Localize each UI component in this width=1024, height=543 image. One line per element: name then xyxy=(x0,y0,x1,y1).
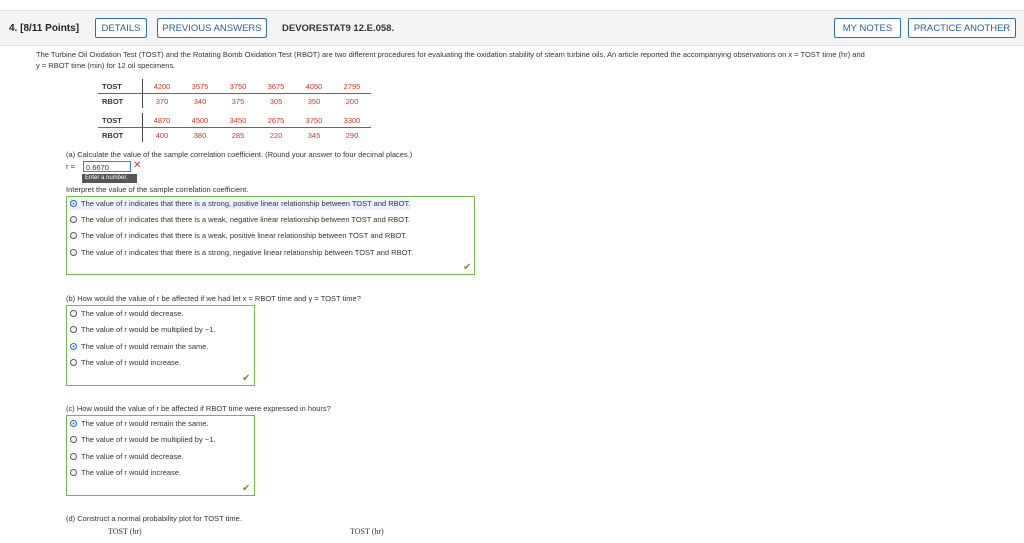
radio-icon[interactable] xyxy=(70,249,77,256)
r-label: r = xyxy=(66,162,75,171)
table-cell: 380 xyxy=(193,130,207,140)
interpret-prompt: Interpret the value of the sample correlation coefficient. xyxy=(66,185,249,194)
row-label-rbot: RBOT xyxy=(98,128,143,143)
table-cell: 290 xyxy=(345,130,359,140)
table-cell: 375 xyxy=(231,96,245,106)
radio-option[interactable]: The value of r indicates that there is a strong, positive linear relationship between TOST and RBOT. xyxy=(70,198,410,210)
x-icon: ✕ xyxy=(133,160,142,171)
table-cell: 2675 xyxy=(257,113,295,128)
radio-icon[interactable] xyxy=(70,420,77,427)
radio-icon[interactable] xyxy=(70,436,77,443)
table-cell: 3450 xyxy=(219,113,257,128)
question-header xyxy=(0,10,1024,46)
radio-option[interactable]: The value of r would be multiplied by −1. xyxy=(70,324,215,336)
table-cell: 345 xyxy=(307,130,321,140)
table-row xyxy=(98,128,371,143)
part-d-prompt: (d) Construct a normal probability plot for TOST time. xyxy=(66,514,242,523)
problem-code: DEVORESTAT9 12.E.058. xyxy=(282,23,395,34)
plot-label-left: TOST (hr) xyxy=(108,527,142,536)
table-cell: 220 xyxy=(269,130,283,140)
table-cell: 340 xyxy=(193,96,207,106)
check-icon: ✔ xyxy=(242,373,251,384)
table-cell: 3750 xyxy=(219,79,257,94)
previous-answers-button[interactable]: PREVIOUS ANSWERS xyxy=(157,18,267,38)
table-row xyxy=(98,79,371,94)
radio-icon[interactable] xyxy=(70,200,77,207)
radio-icon[interactable] xyxy=(70,359,77,366)
table-cell: 200 xyxy=(345,96,359,106)
problem-intro xyxy=(36,49,1011,71)
table-cell: 3575 xyxy=(181,79,219,94)
table-cell: 305 xyxy=(269,96,283,106)
radio-option[interactable]: The value of r would remain the same. xyxy=(70,418,209,430)
part-b-prompt: (b) How would the value of r be affected if we had let x = RBOT time and y = TOST time? xyxy=(66,294,361,303)
table-cell: 4870 xyxy=(143,113,182,128)
data-table-1 xyxy=(98,79,371,108)
table-cell: 400 xyxy=(155,130,169,140)
details-button[interactable]: DETAILS xyxy=(95,18,147,38)
part-c-prompt: (c) How would the value of r be affected if RBOT time were expressed in hours? xyxy=(66,404,331,413)
table-cell: 3750 xyxy=(295,113,333,128)
data-table-2 xyxy=(98,113,371,142)
table-row xyxy=(98,113,371,128)
r-answer-input[interactable]: 0.6670 xyxy=(83,161,131,172)
plot-label-right: TOST (hr) xyxy=(350,527,384,536)
table-row xyxy=(98,94,371,109)
radio-option[interactable]: The value of r would increase. xyxy=(70,357,181,369)
radio-icon[interactable] xyxy=(70,310,77,317)
radio-option[interactable]: The value of r would decrease. xyxy=(70,308,184,320)
intro-line-1: The Turbine Oil Oxidation Test (TOST) and the Rotating Bomb Oxidation Test (RBOT) are two different procedures for evaluating the oxidation stability of steam turbine oils. An article reported the accompanying observations on x = TOST time (hr) and xyxy=(36,50,865,59)
radio-option[interactable]: The value of r indicates that there is a weak, positive linear relationship between TOST and RBOT. xyxy=(70,230,407,242)
radio-option[interactable]: The value of r would decrease. xyxy=(70,451,184,463)
radio-icon[interactable] xyxy=(70,216,77,223)
question-number: 4. [8/11 Points] xyxy=(9,23,80,34)
row-label-tost: TOST xyxy=(98,113,143,128)
radio-option[interactable]: The value of r would remain the same. xyxy=(70,341,209,353)
row-label-rbot: RBOT xyxy=(98,94,143,109)
radio-option[interactable]: The value of r indicates that there is a strong, negative linear relationship between TOST and RBOT. xyxy=(70,247,413,259)
input-tooltip: Enter a number. xyxy=(82,174,137,183)
intro-line-2: y = RBOT time (min) for 12 oil specimens. xyxy=(36,61,176,70)
table-cell: 3675 xyxy=(257,79,295,94)
radio-option[interactable]: The value of r would increase. xyxy=(70,467,181,479)
radio-icon[interactable] xyxy=(70,326,77,333)
radio-icon[interactable] xyxy=(70,343,77,350)
table-cell: 4200 xyxy=(143,79,182,94)
table-cell: 2795 xyxy=(333,79,371,94)
table-cell: 4500 xyxy=(181,113,219,128)
check-icon: ✔ xyxy=(242,483,251,494)
radio-icon[interactable] xyxy=(70,469,77,476)
row-label-tost: TOST xyxy=(98,79,143,94)
my-notes-button[interactable]: MY NOTES xyxy=(834,18,901,38)
radio-icon[interactable] xyxy=(70,453,77,460)
table-cell: 4050 xyxy=(295,79,333,94)
radio-option[interactable]: The value of r indicates that there is a weak, negative linear relationship between TOST and RBOT. xyxy=(70,214,410,226)
radio-option[interactable]: The value of r would be multiplied by −1. xyxy=(70,434,215,446)
table-cell: 350 xyxy=(307,96,321,106)
table-cell: 3300 xyxy=(333,113,371,128)
check-icon: ✔ xyxy=(463,262,472,273)
radio-icon[interactable] xyxy=(70,232,77,239)
part-a-prompt: (a) Calculate the value of the sample correlation coefficient. (Round your answer to four decimal places.) xyxy=(66,150,413,159)
table-cell: 285 xyxy=(231,130,245,140)
table-cell: 370 xyxy=(155,96,169,106)
practice-another-button[interactable]: PRACTICE ANOTHER xyxy=(908,18,1016,38)
